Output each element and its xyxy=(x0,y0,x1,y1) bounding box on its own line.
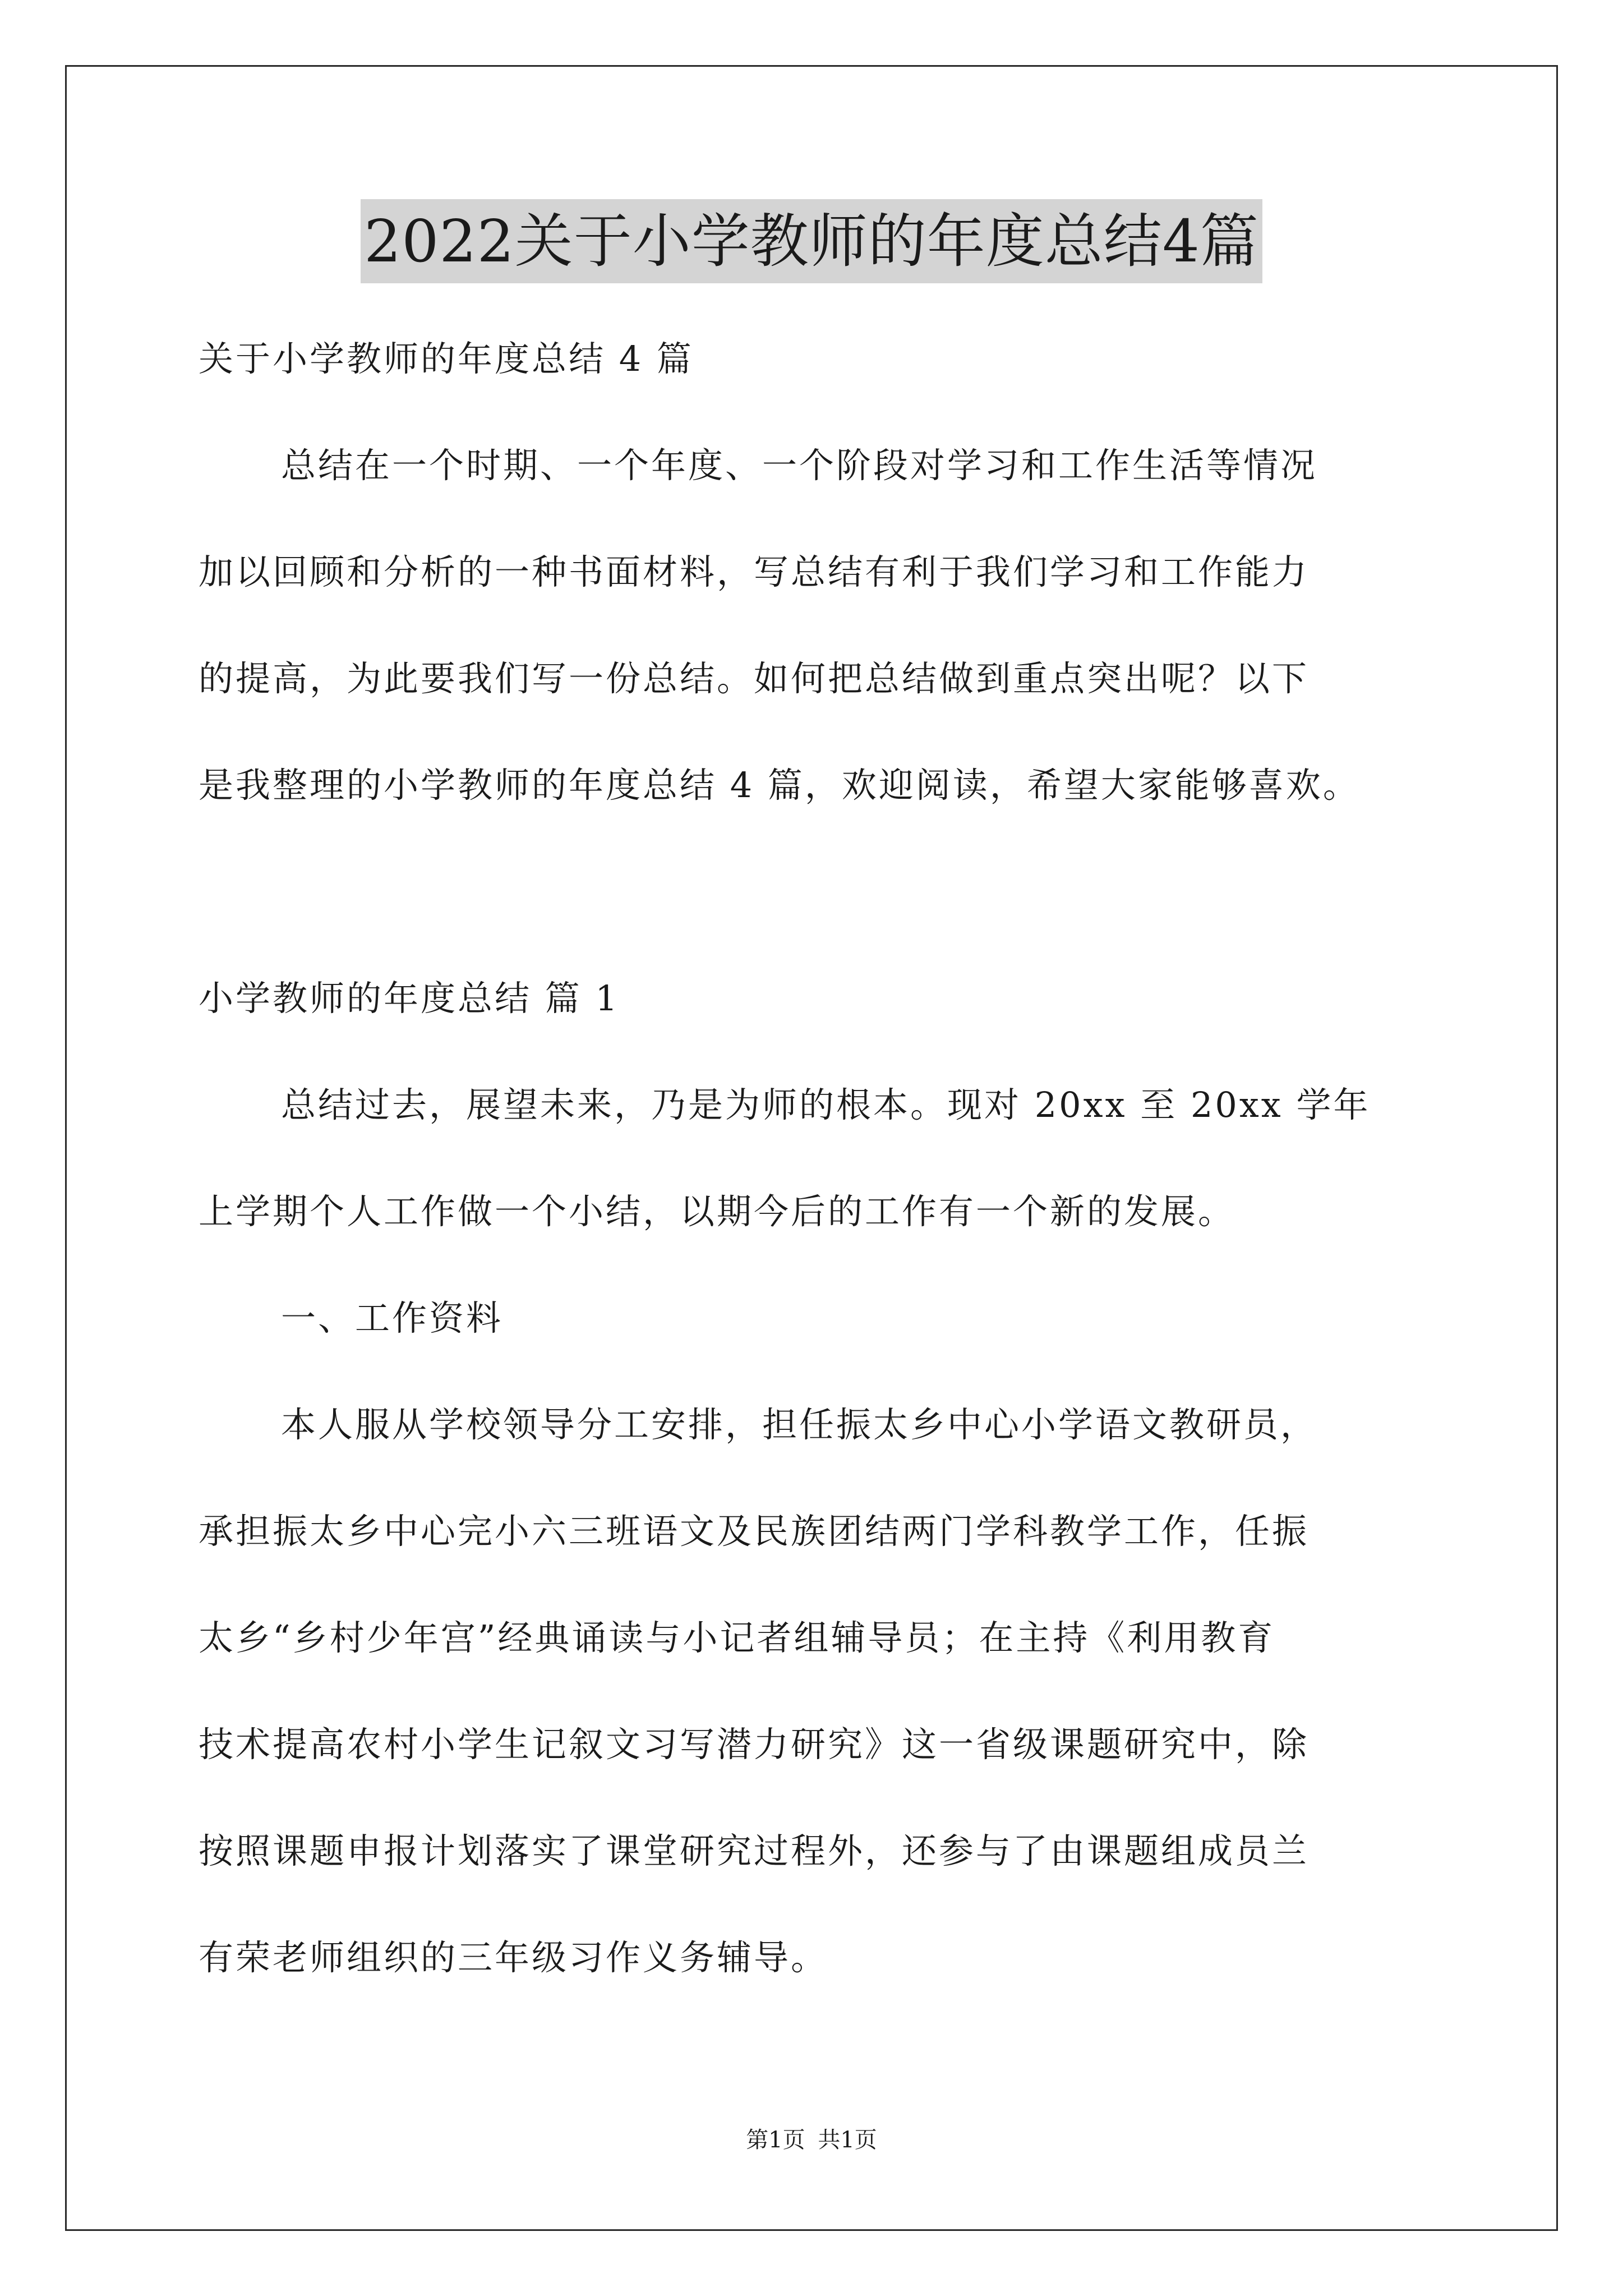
page-footer: 第1页 共1页 xyxy=(746,2127,877,2153)
document-title: 2022关于小学教师的年度总结4篇 xyxy=(361,199,1262,283)
paragraph-line: 上学期个人工作做一个小结，以期今后的工作有一个新的发展。 xyxy=(199,1191,1235,1232)
section-heading: 小学教师的年度总结 篇 1 xyxy=(199,978,620,1019)
blank-line xyxy=(199,839,1432,945)
document-subtitle: 关于小学教师的年度总结 4 篇 xyxy=(199,338,694,379)
intro-line: 的提高，为此要我们写一份总结。如何把总结做到重点突出呢？以下 xyxy=(199,658,1310,699)
paragraph-line: 有荣老师组织的三年级习作义务辅导。 xyxy=(199,1937,828,1978)
paragraph-line: 按照课题申报计划落实了课堂研究过程外，还参与了由课题组成员兰 xyxy=(199,1830,1310,1871)
paragraph-line: 承担振太乡中心完小六三班语文及民族团结两门学科教学工作，任振 xyxy=(199,1511,1310,1552)
subheading: 一、工作资料 xyxy=(281,1297,504,1338)
document-body xyxy=(199,306,1432,2011)
title-container xyxy=(0,199,1623,283)
paragraph-line: 技术提高农村小学生记叙文习写潜力研究》这一省级课题研究中，除 xyxy=(199,1724,1310,1765)
paragraph-line: 总结过去，展望未来，乃是为师的根本。现对 20xx 至 20xx 学年 xyxy=(281,1084,1371,1125)
paragraph-line: 太乡“乡村少年宫”经典诵读与小记者组辅导员；在主持《利用教育 xyxy=(199,1617,1275,1658)
intro-line: 总结在一个时期、一个年度、一个阶段对学习和工作生活等情况 xyxy=(281,445,1318,486)
intro-line: 加以回顾和分析的一种书面材料，写总结有利于我们学习和工作能力 xyxy=(199,551,1310,592)
intro-line: 是我整理的小学教师的年度总结 4 篇，欢迎阅读，希望大家能够喜欢。 xyxy=(199,765,1360,806)
paragraph-line: 本人服从学校领导分工安排，担任振太乡中心小学语文教研员， xyxy=(281,1404,1318,1445)
